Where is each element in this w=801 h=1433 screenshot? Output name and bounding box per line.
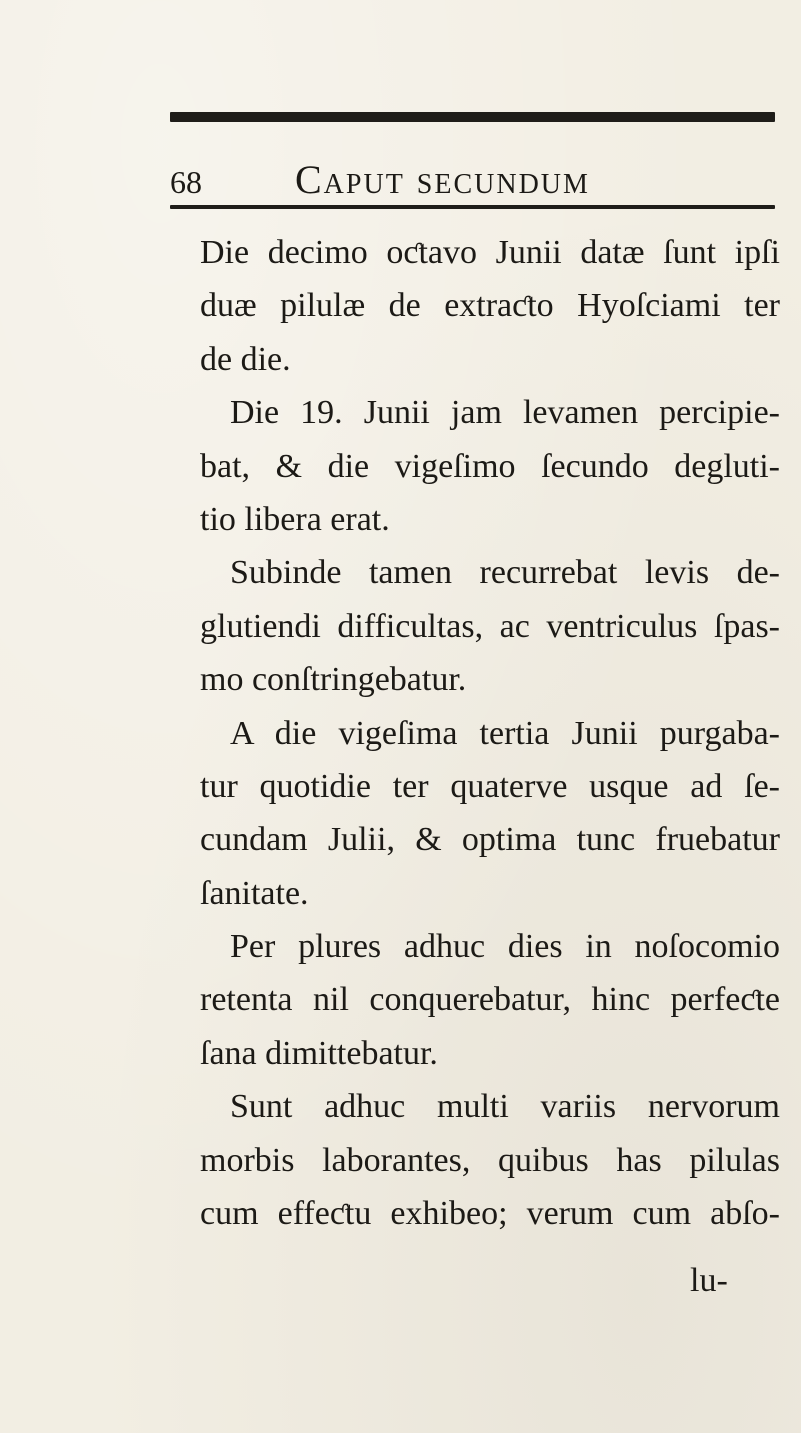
catchword: lu- [690, 1262, 728, 1299]
text-line: bat, & die vigeſimo ſecundo degluti- [200, 447, 780, 485]
text-line: duæ pilulæ de extraƈto Hyoſciami ter [200, 287, 780, 325]
page-number: 68 [170, 164, 202, 200]
text-line: glutiendi difficultas, ac ventriculus ſpas- [200, 607, 780, 645]
header-rule-bottom [170, 205, 775, 209]
header-rule-top [170, 112, 775, 122]
text-line: Per plures adhuc dies in noſocomio [230, 928, 780, 966]
text-line: mo conſtringebatur. [200, 661, 467, 699]
running-head: Caput secundum [295, 157, 590, 202]
text-line: ſana dimittebatur. [200, 1034, 438, 1072]
text-line: de die. [200, 340, 291, 378]
text-line: tur quotidie ter quaterve usque ad ſe- [200, 767, 780, 805]
text-line: Die 19. Junii jam levamen percipie- [230, 394, 780, 432]
text-line: ſanitate. [200, 874, 309, 912]
body-text [200, 226, 780, 1240]
text-line: Die decimo oƈtavo Junii datæ ſunt ipſi [200, 234, 780, 271]
text-line: Subinde tamen recurrebat levis de- [230, 554, 780, 592]
text-line: Sunt adhuc multi variis nervorum [230, 1088, 780, 1126]
text-line: tio libera erat. [200, 500, 390, 538]
text-line: retenta nil conquerebatur, hinc perfeƈte [200, 981, 780, 1019]
text-line: cundam Julii, & optima tunc fruebatur [200, 821, 780, 859]
text-line: morbis laborantes, quibus has pilulas [200, 1141, 780, 1179]
text-line: cum effeƈtu exhibeo; verum cum abſo- [200, 1195, 780, 1233]
text-line: A die vigeſima tertia Junii purgaba- [230, 714, 780, 752]
